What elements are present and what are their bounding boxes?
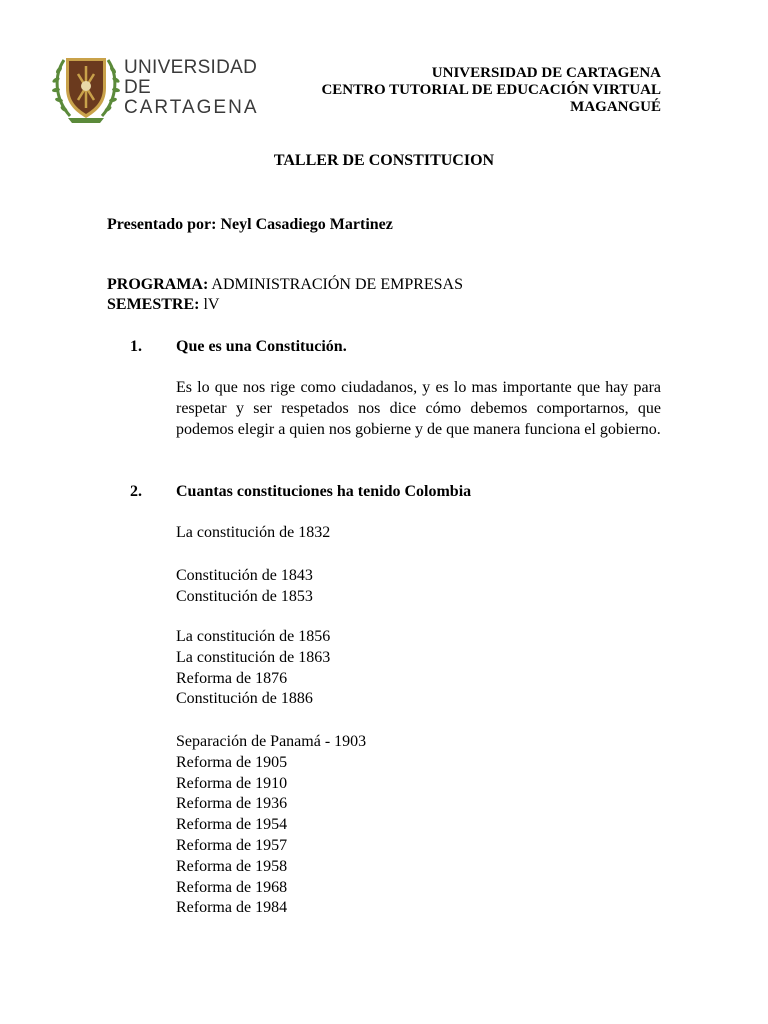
question-number: 1. <box>130 338 142 355</box>
list-item: Reforma de 1958 <box>176 857 288 875</box>
constitution-group-4 <box>176 732 366 919</box>
logo-wordmark <box>124 58 259 118</box>
question-number: 2. <box>130 483 142 500</box>
list-item: La constitución de 1856 <box>176 628 331 645</box>
institution-header <box>321 65 661 116</box>
list-item: Constitución de 1843 <box>176 567 313 584</box>
list-item: Constitución de 1853 <box>176 587 313 605</box>
list-item: Reforma de 1910 <box>176 774 288 792</box>
constitution-group-2 <box>176 566 313 608</box>
institution-line-2: CENTRO TUTORIAL DE EDUCACIÓN VIRTUAL <box>321 82 661 98</box>
list-item: La constitución de 1863 <box>176 648 331 666</box>
constitution-group-3 <box>176 627 330 710</box>
institution-line-3: MAGANGUÉ <box>570 99 661 115</box>
programa-line <box>107 275 463 295</box>
logo-line-3: CARTAGENA <box>124 97 259 118</box>
list-item: Reforma de 1968 <box>176 878 288 896</box>
semestre-line <box>107 295 463 315</box>
university-logo <box>50 50 265 125</box>
semestre-value: lV <box>199 296 220 313</box>
program-info <box>107 275 463 315</box>
university-crest-icon <box>50 50 122 125</box>
list-item: Reforma de 1876 <box>176 669 288 687</box>
list-item: Constitución de 1886 <box>176 690 313 708</box>
list-item: Separación de Panamá - 1903 <box>176 733 367 750</box>
presented-by: Presentado por: Neyl Casadiego Martinez <box>107 216 393 233</box>
list-item: Reforma de 1936 <box>176 795 288 813</box>
institution-line-1: UNIVERSIDAD DE CARTAGENA <box>431 65 661 81</box>
question-text: Cuantas constituciones ha tenido Colombia <box>176 483 472 500</box>
answer-1: Es lo que nos rige como ciudadanos, y es lo mas importante que hay para respetar y ser respetados nos dice cómo debemos comportarnos, que podemos elegir a quien nos gobierne y de que manera funciona el gobierno. <box>176 379 661 438</box>
list-item: Reforma de 1957 <box>176 836 288 854</box>
list-item: Reforma de 1905 <box>176 753 288 771</box>
document-title: TALLER DE CONSTITUCION <box>273 152 495 169</box>
programa-label: PROGRAMA: <box>107 276 209 293</box>
question-text: Que es una Constitución. <box>176 338 347 355</box>
semestre-label: SEMESTRE: <box>107 296 200 313</box>
list-item: Reforma de 1954 <box>176 816 288 834</box>
constitution-group-1 <box>176 523 330 544</box>
list-item: La constitución de 1832 <box>176 524 331 541</box>
programa-value: ADMINISTRACIÓN DE EMPRESAS <box>208 276 464 293</box>
logo-line-1: UNIVERSIDAD <box>124 57 258 78</box>
list-item: Reforma de 1984 <box>176 899 288 917</box>
logo-line-2: DE <box>124 77 151 98</box>
